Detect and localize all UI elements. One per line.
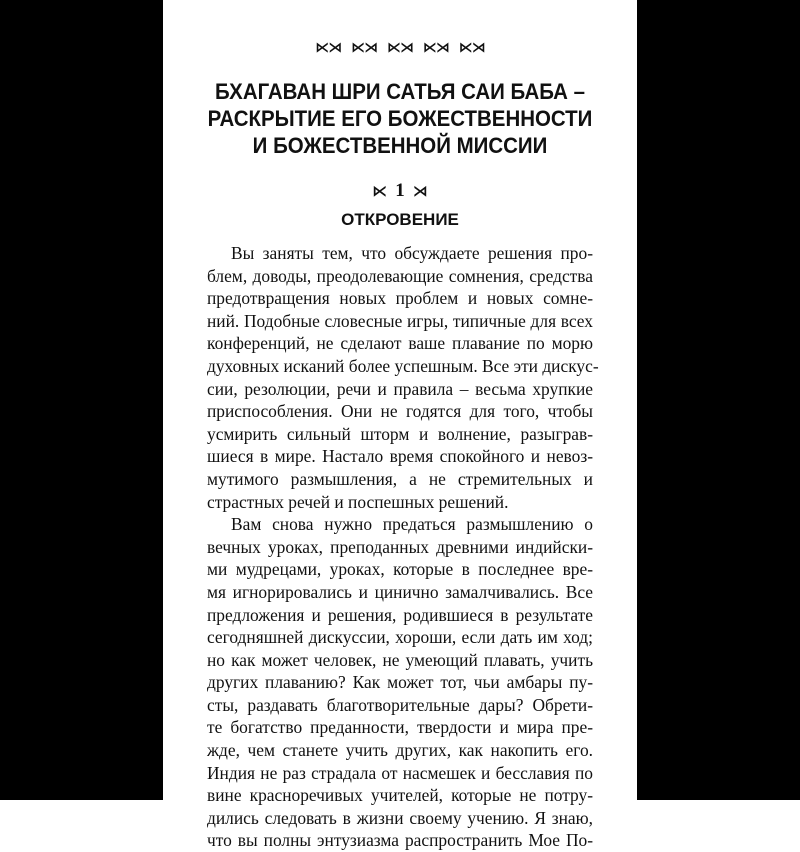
- text-line: ми мудрецами, уроках, которые в последнее вре-: [207, 559, 593, 580]
- right-border: [637, 0, 800, 800]
- text-line: Вы заняты тем, что обсуждаете решения про-: [231, 243, 593, 263]
- text-line: ний. Подобные словесные игры, типичные для всех: [207, 310, 593, 331]
- text-line: жде, чем станете учить других, как накопить его.: [207, 740, 593, 761]
- text-line: Индия не раз страдала от насмешек и бесславия по: [207, 762, 593, 783]
- text-line: страстных речей и поспешных решений.: [207, 491, 509, 512]
- section-title: ОТКРОВЕНИЕ: [341, 210, 459, 229]
- text-line: сегодняшней дискуссии, хороши, если дать им ход;: [207, 627, 593, 648]
- book-page: [163, 0, 637, 851]
- text-line: сты, раздавать благотворительные дары? Обрети-: [207, 694, 593, 715]
- chapter-heading: [163, 180, 637, 202]
- text-line: предотвращения новых проблем и новых сомне-: [207, 288, 593, 309]
- text-line: сии, резолюции, речи и правила – весьма хрупкие: [207, 378, 593, 399]
- text-line: мя игнорировались и цинично замалчивались. Все: [207, 581, 593, 602]
- ornament-divider: ⋉⋊ ⋉⋊ ⋉⋊ ⋉⋊ ⋉⋊: [315, 40, 485, 56]
- text-line: вечных уроках, преподанных древними индийски-: [207, 536, 593, 557]
- left-border: [0, 0, 163, 800]
- title-line: БХАГАВАН ШРИ САТЬЯ САИ БАБА –: [214, 79, 586, 104]
- title-line: И БОЖЕСТВЕННОЙ МИССИИ: [252, 133, 548, 158]
- text-line: приспособления. Они не годятся для того, чтобы: [207, 401, 593, 422]
- ornament-left-icon: ⋉: [372, 182, 388, 200]
- text-line: но как может человек, не умеющий плавать, учить: [207, 649, 593, 670]
- text-line: конференций, не сделают ваше плавание по морю: [207, 333, 593, 354]
- text-line: духовных исканий более успешным. Все эти дискус-: [207, 355, 599, 376]
- text-line: дились следовать в жизни своему учению. Я знаю,: [207, 807, 593, 828]
- title-line: РАСКРЫТИЕ ЕГО БОЖЕСТВЕННОСТИ: [207, 106, 593, 131]
- text-line: мутимого размышления, а не стремительных и: [207, 468, 593, 489]
- text-line: предложения и решения, родившиеся в результате: [207, 604, 593, 625]
- text-line: вине красноречивых учителей, которые не потру-: [207, 785, 593, 806]
- text-line: блем, доводы, преодолевающие сомнения, средства: [207, 265, 593, 286]
- text-line: что вы полны энтузиазма распространить Мое По-: [207, 830, 593, 851]
- text-line: Вам снова нужно предаться размышлению о: [231, 514, 593, 535]
- body-text: [207, 242, 599, 852]
- text-line: усмирить сильный шторм и волнение, разыграв-: [207, 423, 593, 444]
- chapter-number: 1: [395, 180, 405, 201]
- page-title: [198, 78, 602, 159]
- text-line: других плаванию? Как может тот, чьи амбары пу-: [207, 672, 593, 693]
- text-line: шиеся в мире. Настало время спокойного и невоз-: [207, 446, 593, 467]
- text-line: те богатство преданности, твердости и мира пре-: [207, 717, 593, 738]
- ornament-right-icon: ⋊: [412, 182, 428, 200]
